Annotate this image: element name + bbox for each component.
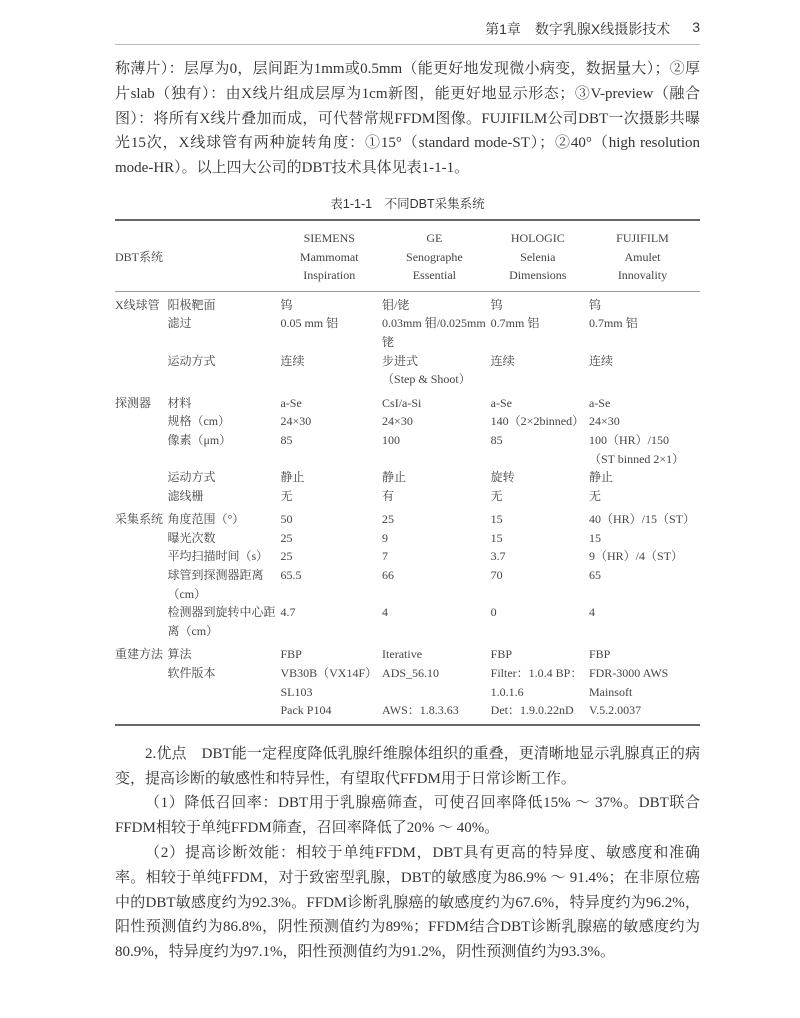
table-row [115,566,700,603]
body-paragraph: （2）提高诊断效能：相较于单纯FFDM，DBT具有更高的特异度、敏感度和准确率。相较于单纯FFDM，对于致密型乳腺，DBT的敏感度为86.9% ～ 91.4%；在非原位癌中的DBT敏感度约为92.3%。FFDM诊断乳腺癌的敏感度约为67.6%，特异度约为96.2%，阳性预测值约为86.8%，阴性预测值约为89%；FFDM结合DBT诊断乳腺癌的敏感度约为80.9%，特异度约为97.1%，阳性预测值约为91.2%，阴性预测值约为93.3%。 [115,845,700,961]
cell-value: 3.7 [490,549,506,564]
cell-value: 65 [588,568,601,583]
cell-value: 15 [490,512,503,527]
table-row [115,468,700,487]
row-label: 阳极靶面 [167,297,216,312]
cell-value: VB30B（VX14F） SL103 Pack P104 [280,666,378,718]
cell-value: 65.5 [280,568,302,583]
cell-value: 40（HR）/15（ST） [588,512,695,527]
row-label: 运动方式 [167,470,216,485]
row-group-label [115,603,167,640]
cell-value: 25 [280,549,293,564]
cell-value: 钨 [490,297,503,312]
cell-value: 钨 [280,297,293,312]
row-group-label [115,547,167,566]
cell-value: 100（HR）/150 （ST binned 2×1） [588,432,685,466]
cell-value: 7 [382,549,389,564]
body-paragraph: 2.优点 DBT能一定程度降低乳腺纤维腺体组织的重叠，更清晰地显示乳腺真正的病变，提高诊断的敏感性和特异性，有望取代FFDM用于日常诊断工作。 [115,745,700,787]
row-group-label: 探测器 [115,395,152,410]
cell-value: 有 [382,488,395,503]
table-row [115,487,700,506]
cell-value: 25 [280,530,293,545]
cell-value: 140（2×2binned） [490,414,585,429]
cell-value: FBP [490,647,513,662]
cell-value: 85 [280,432,293,447]
cell-value: a-Se [588,395,611,410]
cell-value: 9（HR）/4（ST） [588,549,683,564]
chapter-title: 第1章 数字乳腺X线摄影技术 [485,21,671,37]
row-label: 曝光次数 [167,530,216,545]
row-label: 规格（cm） [167,414,231,429]
table-row [115,291,700,314]
system-header: FUJIFILM Amulet Innovality [616,230,669,283]
table-row [115,664,700,725]
table-row [115,431,700,468]
row-label: 球管到探测器距离 （cm） [167,568,264,601]
cell-value: ADS_56.10 AWS：1.8.3.63 [382,666,459,718]
row-group-label [115,468,167,487]
cell-value: 静止 [382,470,407,485]
system-header: HOLOGIC Selenia Dimensions [509,230,567,283]
running-header [115,16,700,45]
cell-value: 无 [490,488,503,503]
system-header: SIEMENS Mammomat Inspiration [299,230,359,283]
row-group-label [115,412,167,431]
table-row [115,412,700,431]
cell-value: 15 [490,530,503,545]
cell-value: 0.05 mm 铝 [280,316,339,331]
cell-value: 15 [588,530,601,545]
row-label: 平均扫描时间（s） [167,549,269,564]
row-group-label [115,352,167,389]
cell-value: CsI/a-Si [382,395,422,410]
table-row [115,314,700,351]
cell-value: 24×30 [588,414,620,429]
row-group-label: 重建方法 [115,647,164,662]
table-corner-label: DBT系统 [115,249,164,264]
cell-value: 连续 [280,353,305,368]
row-group-label: X线球管 [115,297,160,312]
row-group-label [115,529,167,548]
table-row [115,640,700,664]
cell-value: 24×30 [280,414,312,429]
cell-value: 70 [490,568,503,583]
cell-value: 4 [382,605,389,620]
system-header: GE Senographe Essential [406,230,463,283]
row-label: 滤过 [167,316,192,331]
cell-value: 4 [588,605,595,620]
intro-paragraph: 称薄片）：层厚为0，层间距为1mm或0.5mm（能更好地发现微小病变，数据量大）；②厚片slab（独有）：由X线片组成层厚为1cm新图，能更好地显示形态；③V-preview（融合图）：将所有X线片叠加而成，可代替常规FFDM图像。FUJIFILM公司DBT一次摄影共曝光15次，X线球管有两种旋转角度：①15°（standard mode-ST）；②40°（high resolution mode-HR）。以上四大公司的DBT技术具体见表1-1-1。 [115,61,700,177]
table-body [115,291,700,725]
table-row [115,352,700,389]
dbt-systems-table [115,219,700,726]
cell-value: Iterative [382,647,423,662]
cell-value: 静止 [280,470,305,485]
row-group-label [115,431,167,468]
row-label: 检测器到旋转中心距 离（cm） [167,605,276,638]
cell-value: 50 [280,512,293,527]
cell-value: 0 [490,605,497,620]
table-row [115,603,700,640]
cell-value: 连续 [490,353,515,368]
cell-value: FDR-3000 AWS Mainsoft V.5.2.0037 [588,666,669,718]
cell-value: 钼/铑 [382,297,410,312]
table-row [115,389,700,413]
row-label: 角度范围（°） [167,512,245,527]
table-header-row [115,220,700,291]
cell-value: 24×30 [382,414,413,429]
row-label: 软件版本 [167,666,216,681]
cell-value: FBP [588,647,611,662]
row-label: 滤线栅 [167,488,204,503]
cell-value: 步进式 （Step & Shoot） [382,353,471,387]
table-row [115,505,700,529]
cell-value: 0.7mm 铝 [588,316,638,331]
row-label: 算法 [167,647,192,662]
row-group-label: 采集系统 [115,512,164,527]
cell-value: 100 [382,432,401,447]
cell-value: 无 [588,488,601,503]
cell-value: 无 [280,488,293,503]
table-row [115,529,700,548]
row-group-label [115,664,167,725]
cell-value: 4.7 [280,605,296,620]
row-group-label [115,487,167,506]
cell-value: 静止 [588,470,613,485]
cell-value: FBP [280,647,302,662]
cell-value: 0.03mm 钼/0.025mm 铑 [382,316,486,349]
cell-value: 0.7mm 铝 [490,316,540,331]
table-caption: 表1-1-1 不同DBT采集系统 [330,196,485,211]
row-label: 像素（μm） [167,432,232,447]
table-row [115,547,700,566]
row-group-label [115,314,167,351]
cell-value: 85 [490,432,503,447]
cell-value: 66 [382,568,395,583]
cell-value: 9 [382,530,389,545]
cell-value: 25 [382,512,395,527]
body-paragraph: （1）降低召回率：DBT用于乳腺癌筛查，可使召回率降低15% ～ 37%。DBT联合FFDM相较于单纯FFDM筛查，召回率降低了20% ～ 40%。 [115,795,700,837]
cell-value: 钨 [588,297,601,312]
cell-value: 连续 [588,353,613,368]
row-group-label [115,566,167,603]
cell-value: 旋转 [490,470,515,485]
cell-value: Filter：1.0.4 BP： 1.0.1.6 Det：1.9.0.22nD [490,666,583,718]
row-label: 材料 [167,395,192,410]
row-label: 运动方式 [167,353,216,368]
cell-value: a-Se [490,395,512,410]
cell-value: a-Se [280,395,302,410]
page-number: 3 [692,19,700,35]
